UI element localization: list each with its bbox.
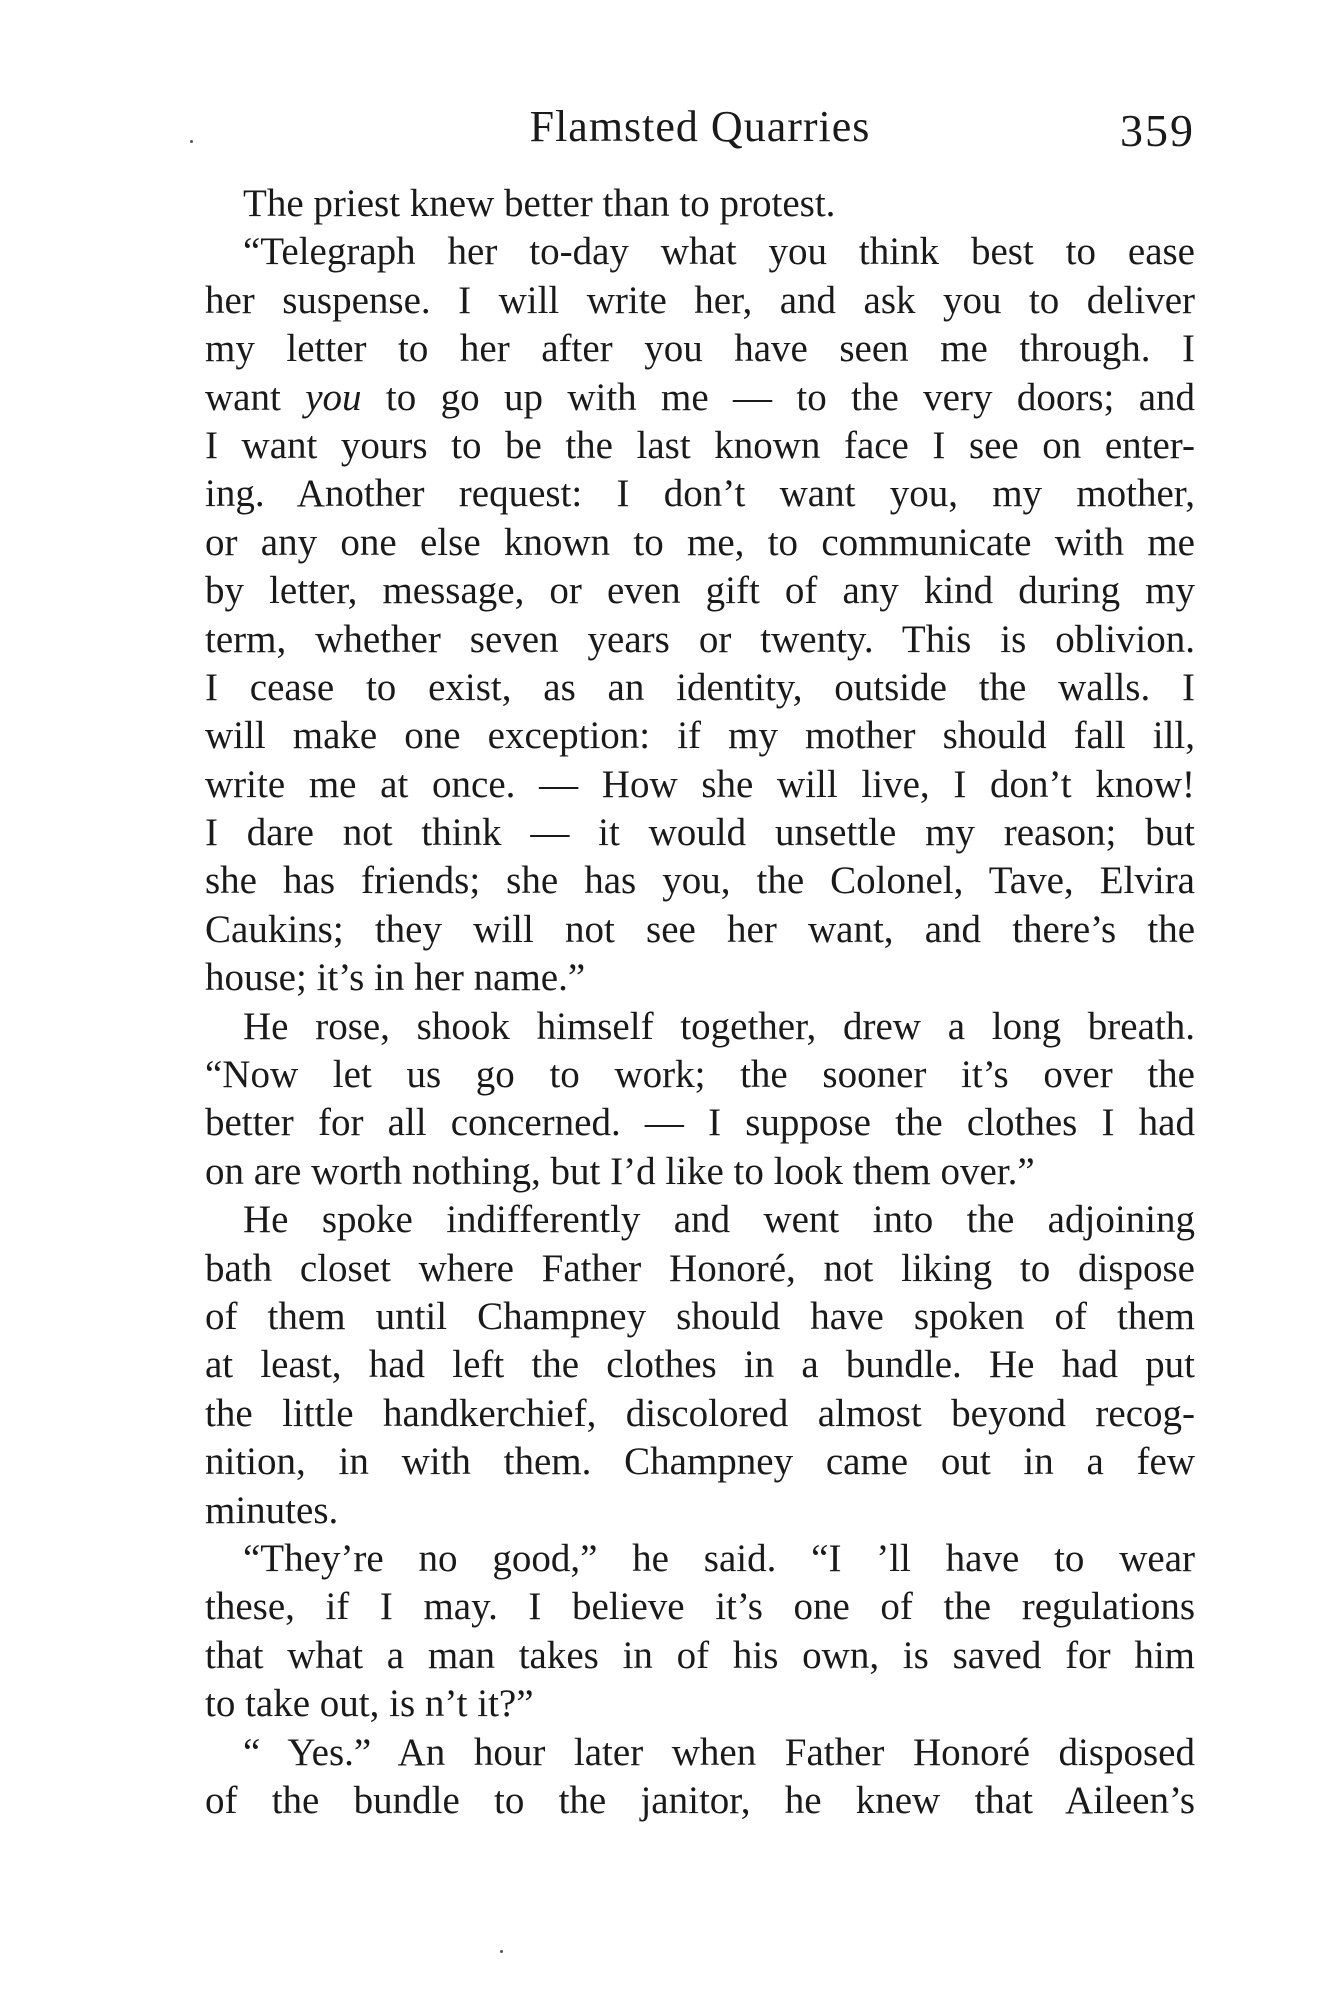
text-line: will make one exception: if my mother should fall ill,: [205, 714, 1195, 758]
text-line: by letter, message, or even gift of any kind during my: [205, 569, 1195, 613]
text-line: The priest knew better than to protest.: [243, 182, 836, 225]
text-line: want you to go up with me — to the very doors; and: [205, 375, 1196, 419]
text-line: of the bundle to the janitor, he knew that Aileen’s: [205, 1778, 1195, 1822]
text-line: I want yours to be the last known face I see on enter-: [205, 423, 1195, 467]
text-line: or any one else known to me, to communicate with me: [205, 520, 1195, 564]
page-header: [205, 92, 1195, 162]
text-line: I dare not think — it would unsettle my reason; but: [205, 811, 1195, 855]
text-line: term, whether seven years or twenty. This is oblivion.: [205, 617, 1195, 661]
text-line: better for all concerned. — I suppose the clothes I had: [205, 1101, 1195, 1145]
text-line: at least, had left the clothes in a bundle. He had put: [205, 1343, 1195, 1387]
text-line: she has friends; she has you, the Colonel, Tave, Elvira: [205, 859, 1195, 903]
text-line: “Now let us go to work; the sooner it’s over the: [205, 1053, 1195, 1097]
body-text: [205, 180, 1195, 1825]
text-line: to take out, is n’t it?”: [205, 1682, 534, 1726]
text-line: I cease to exist, as an identity, outside the walls. I: [205, 665, 1195, 709]
text-line: house; it’s in her name.”: [205, 956, 586, 1000]
text-line: ing. Another request: I don’t want you, my mother,: [205, 472, 1195, 516]
text-line: “They’re no good,” he said. “I ’ll have to wear: [243, 1536, 1195, 1580]
text-line: bath closet where Father Honoré, not liking to dispose: [205, 1246, 1195, 1290]
text-line: write me at once. — How she will live, I don’t know!: [205, 762, 1195, 806]
text-line: “ Yes.” An hour later when Father Honoré disposed: [243, 1730, 1195, 1774]
running-title: Flamsted Quarries: [529, 102, 871, 151]
text-line: these, if I may. I believe it’s one of the regulations: [205, 1585, 1195, 1629]
text-line: minutes.: [205, 1488, 339, 1532]
text-line: of them until Champney should have spoken of them: [205, 1294, 1195, 1338]
text-line: He spoke indifferently and went into the adjoining: [243, 1198, 1195, 1242]
text-line: my letter to her after you have seen me through. I: [205, 327, 1195, 371]
text-line: her suspense. I will write her, and ask you to deliver: [205, 278, 1195, 322]
text-line: nition, in with them. Champney came out in a few: [205, 1440, 1195, 1484]
text-line: He rose, shook himself together, drew a long breath.: [243, 1004, 1195, 1048]
scan-speck: [190, 140, 193, 143]
page-number: 359: [1120, 105, 1195, 156]
text-line: on are worth nothing, but I’d like to look them over.”: [205, 1149, 1035, 1193]
text-line: that what a man takes in of his own, is saved for him: [205, 1633, 1195, 1677]
text-line: Caukins; they will not see her want, and there’s the: [205, 907, 1195, 951]
text-line: “Telegraph her to-day what you think best to ease: [243, 230, 1195, 274]
scan-speck: [500, 1950, 503, 1953]
text-line: the little handkerchief, discolored almost beyond recog-: [205, 1391, 1195, 1435]
emphasis: you: [305, 375, 362, 419]
